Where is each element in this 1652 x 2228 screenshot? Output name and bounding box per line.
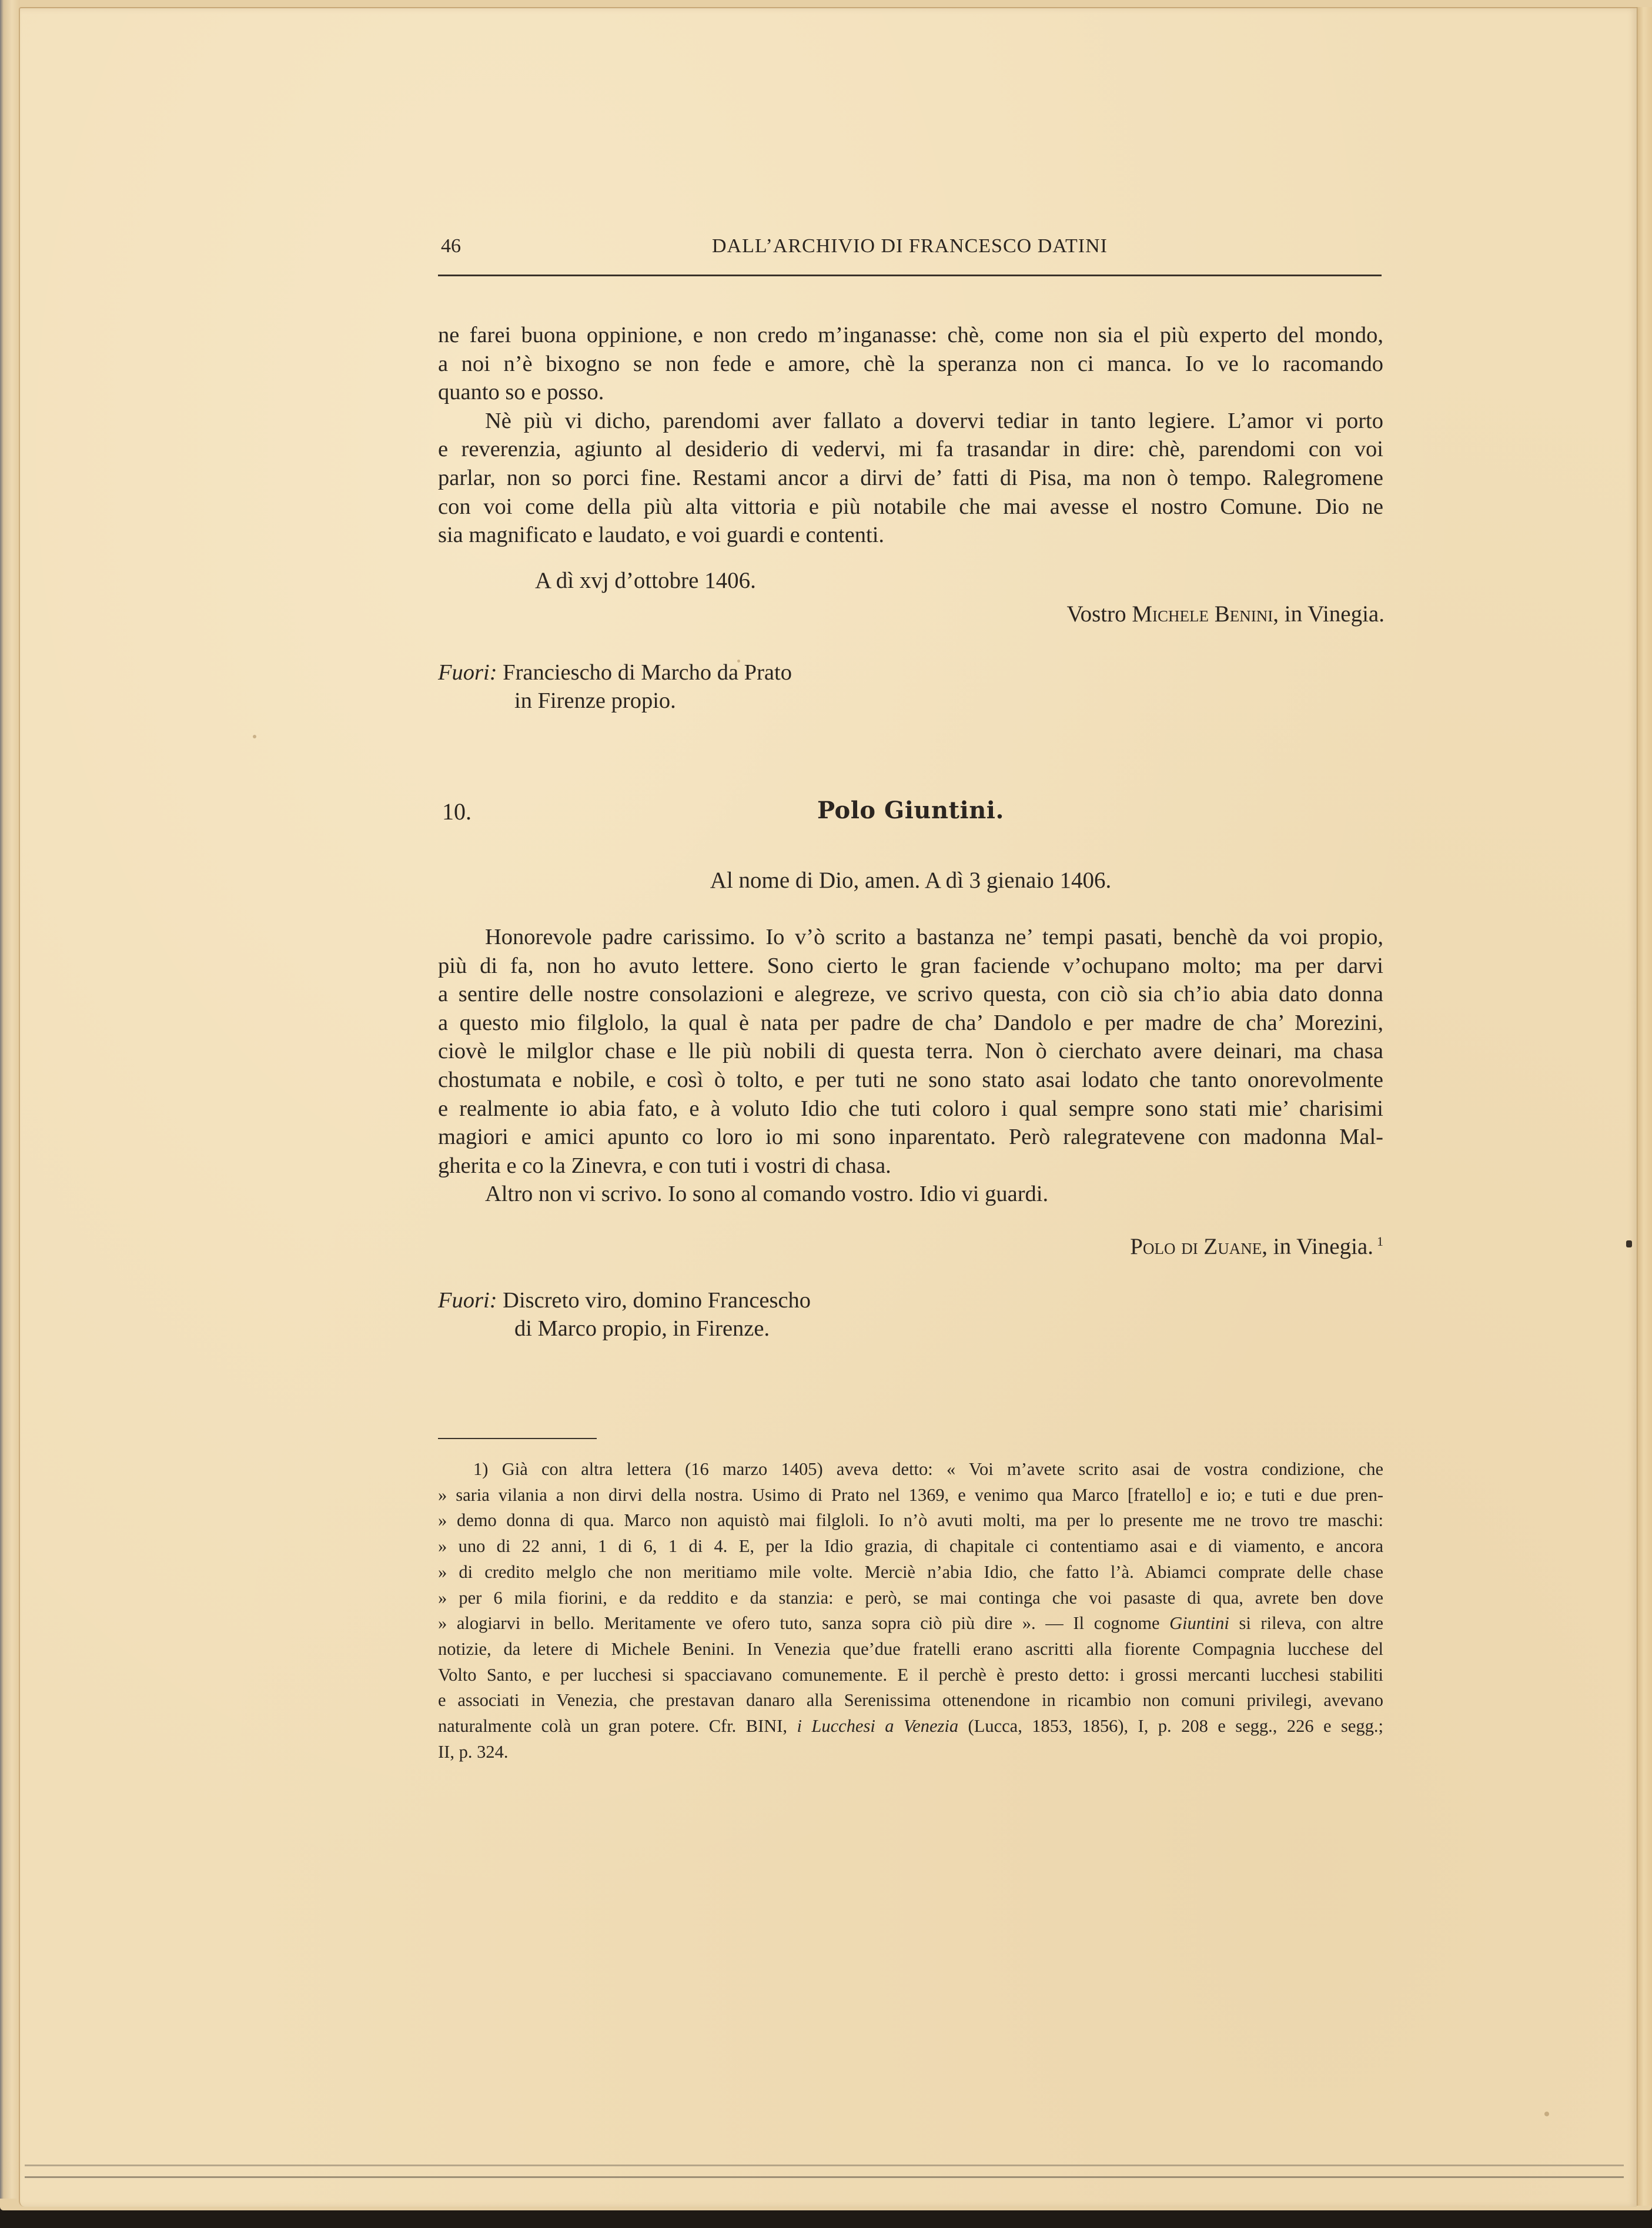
signature xyxy=(1066,601,1385,627)
signature xyxy=(1130,1233,1383,1260)
address-line-2: di Marco propio, in Firenze. xyxy=(514,1316,770,1341)
footnote-text: si rileva, con altre xyxy=(1229,1613,1383,1634)
address-label: Fuori: xyxy=(438,660,497,685)
text-line: Nè più vi dicho, parendomi aver fallato a dovervi tediar in tanto legiere. L’amor vi porto xyxy=(485,408,1383,433)
address-text: Discreto viro, domino Franceschо xyxy=(503,1288,811,1313)
footnote-rule xyxy=(438,1438,597,1439)
signature-suffix: , in Vinegia. xyxy=(1262,1234,1373,1259)
footnote-text: » alogiarvi in bello. Meritamente ve ofero tuto, sanza sopra ciò più dire ». — Il cognome xyxy=(438,1613,1170,1634)
page-number: 46 xyxy=(441,235,461,257)
text-line: e reverenzia, agiunto al desiderio di vedervi, mi fa trasandar in dire: chè, parendomi con voi xyxy=(438,437,1383,462)
text-line: Honorevole padre carissimo. Io v’ò scrito a bastanza ne’ tempi pasati, benchè da voi propio, xyxy=(485,925,1383,949)
right-page-edge xyxy=(1636,7,1652,2206)
paper-speck xyxy=(253,735,256,738)
text-line: gherita e co la Zinevra, e con tuti i vostri di chasa. xyxy=(438,1153,891,1178)
footnote-reference: 1 xyxy=(1377,1234,1383,1249)
footnote-line: notizie, da letere di Michele Benini. In Venezia que’due fratelli erano ascritti alla fiorente Compagnia lucchese del xyxy=(438,1638,1383,1659)
signature-name: Michele Benini xyxy=(1132,601,1273,627)
address-block xyxy=(438,658,792,715)
address-label: Fuori: xyxy=(438,1288,497,1313)
signature-name: Polo di Zuane xyxy=(1130,1234,1262,1259)
text-line: a sentire delle nostre consolazioni e alegreze, ve scrivo questa, con ciò sia ch’io abia dato donna xyxy=(438,982,1383,1007)
footnote-line: e associati in Venezia, che prestavan danaro alla Serenissima ottenendone in ricambio non comuni privilegi, avevano xyxy=(438,1690,1383,1711)
text-line: e realmente io abia fato, e à voluto Idio che tuti coloro i qual sempre sono stati mie’ charisimi xyxy=(438,1096,1383,1121)
footnote-line xyxy=(438,1611,1383,1637)
running-header xyxy=(438,235,1382,270)
paper-speck xyxy=(1544,2112,1549,2116)
text-line: magiori e amici apunto co loro io mi sono inparentato. Però ralegratevene con madonna Mal- xyxy=(438,1125,1383,1150)
footnote-text: Già con altra lettera (16 marzo 1405) aveva detto: « Voi m’avete scrito asai de vostra condizione, che xyxy=(501,1459,1383,1479)
footnote-line: » di credito melglo che non meritiamo mile volte. Merciè n’abia Idio, che fatto l’à. Abiamci comprate delle chase xyxy=(438,1561,1383,1582)
left-page-edge xyxy=(0,0,20,2199)
page-edge-damage xyxy=(1626,1240,1632,1247)
footnote-line: » uno di 22 anni, 1 di 6, 1 di 4. E, per la Idio grazia, di chapitale ci contentiamo asai e di viamento, e ancora xyxy=(438,1536,1383,1557)
text-line: parlar, non so porci fine. Restami ancor a dirvi de’ fatti di Pisa, ma non ò tempo. Ralegromene xyxy=(438,465,1383,490)
running-title: DALL’ARCHIVIO DI FRANCESCO DATINI xyxy=(711,235,1108,257)
letter-dateline: Al nome di Dio, amen. A dì 3 gienaio 1406. xyxy=(710,868,1112,893)
letter-9-body xyxy=(438,321,1383,550)
text-line: con voi come della più alta vittoria e più notabile che mai avesse el nostro Comune. Dio ne xyxy=(438,494,1383,519)
footnote-line: » demo donna di qua. Marco non aquistò mai filgloli. Io n’ò avuti molti, ma per lo presente me ne trovo tre maschi: xyxy=(438,1510,1383,1531)
signature-suffix: , in Vinegia. xyxy=(1273,601,1385,627)
paragraph xyxy=(438,923,1383,1180)
paragraph xyxy=(438,1180,1383,1209)
text-line: sia magnificato e laudato, e voi guardi e contenti. xyxy=(438,523,885,548)
text-line: quanto so e posso. xyxy=(438,380,604,405)
footnote-marker: 1) xyxy=(473,1459,489,1479)
paragraph xyxy=(438,407,1383,550)
footnotes xyxy=(438,1457,1383,1765)
text-line: Altro non vi scrivo. Io sono al comando vostro. Idio vi guardi. xyxy=(485,1182,1049,1207)
signature-prefix: Vostro xyxy=(1066,601,1132,627)
footnote-line xyxy=(438,1457,1383,1483)
text-line: chostumata e nobile, e così ò tolto, e per tuti ne sono stato asai lodato che tanto onorevolmente xyxy=(438,1067,1383,1092)
background-shadow xyxy=(0,2210,1652,2228)
address-line-1 xyxy=(438,658,792,687)
footnote-text: naturalmente colà un gran potere. Cfr. BINI, xyxy=(438,1716,797,1737)
letter-number: 10. xyxy=(442,798,471,825)
footnote-line: II, p. 324. xyxy=(438,1741,509,1762)
footnote-line: » saria vilania a non dirvi della nostra. Usimo di Prato nel 1369, e venimo qua Marco [fratello] e io; e tuti e due pren- xyxy=(438,1484,1383,1505)
footnote-line xyxy=(438,1714,1383,1739)
header-rule xyxy=(438,275,1382,276)
footnote-line: » per 6 mila fiorini, e da reddito e da stanzia: e però, se mai continga che voi pasaste di qua, avrete ben dove xyxy=(438,1587,1383,1608)
address-text: Franciescho di Marcho da Prato xyxy=(503,660,792,685)
text-line: ciovè le milglor chase e lle più nobili di questa terra. Non ò cierchato avere deinari, ma chasa xyxy=(438,1039,1383,1064)
deckle-edge-line xyxy=(25,2165,1624,2166)
text-line: ne farei buona oppinione, e non credo m’inganasse: chè, come non sia el più experto del mondo, xyxy=(438,323,1383,347)
text-line: a questo mio filglolo, la qual è nata per padre de cha’ Dandolo e per madre de cha’ Morezini, xyxy=(438,1010,1383,1035)
letter-10-body xyxy=(438,923,1383,1209)
letter-date: A dì xvj d’ottobre 1406. xyxy=(535,568,756,593)
footnote-italic: Giuntini xyxy=(1169,1613,1229,1634)
address-line-1 xyxy=(438,1286,811,1314)
address-block xyxy=(438,1286,811,1343)
text-line: a noi n’è bixogno se non fede e amore, chè la speranza non ci manca. Io ve lo racomando xyxy=(438,351,1383,376)
deckle-edge-line xyxy=(25,2176,1624,2178)
paragraph xyxy=(438,321,1383,407)
address-line-2: in Firenze propio. xyxy=(514,688,676,713)
footnote-line: Volto Santo, e per lucchesi si spacciavano comunemente. E il perchè è presto detto: i grossi mercanti lucchesi stabiliti xyxy=(438,1664,1383,1685)
letter-title: Polo Giuntini. xyxy=(817,797,1004,824)
footnote-italic: i Lucchesi a Venezia xyxy=(797,1716,959,1737)
footnote-text: (Lucca, 1853, 1856), I, p. 208 e segg., 226 e segg.; xyxy=(958,1716,1384,1737)
text-line: più di fa, non ho avuto lettere. Sono cierto le gran faciende v’ochupano molto; ma per darvi xyxy=(438,953,1383,978)
